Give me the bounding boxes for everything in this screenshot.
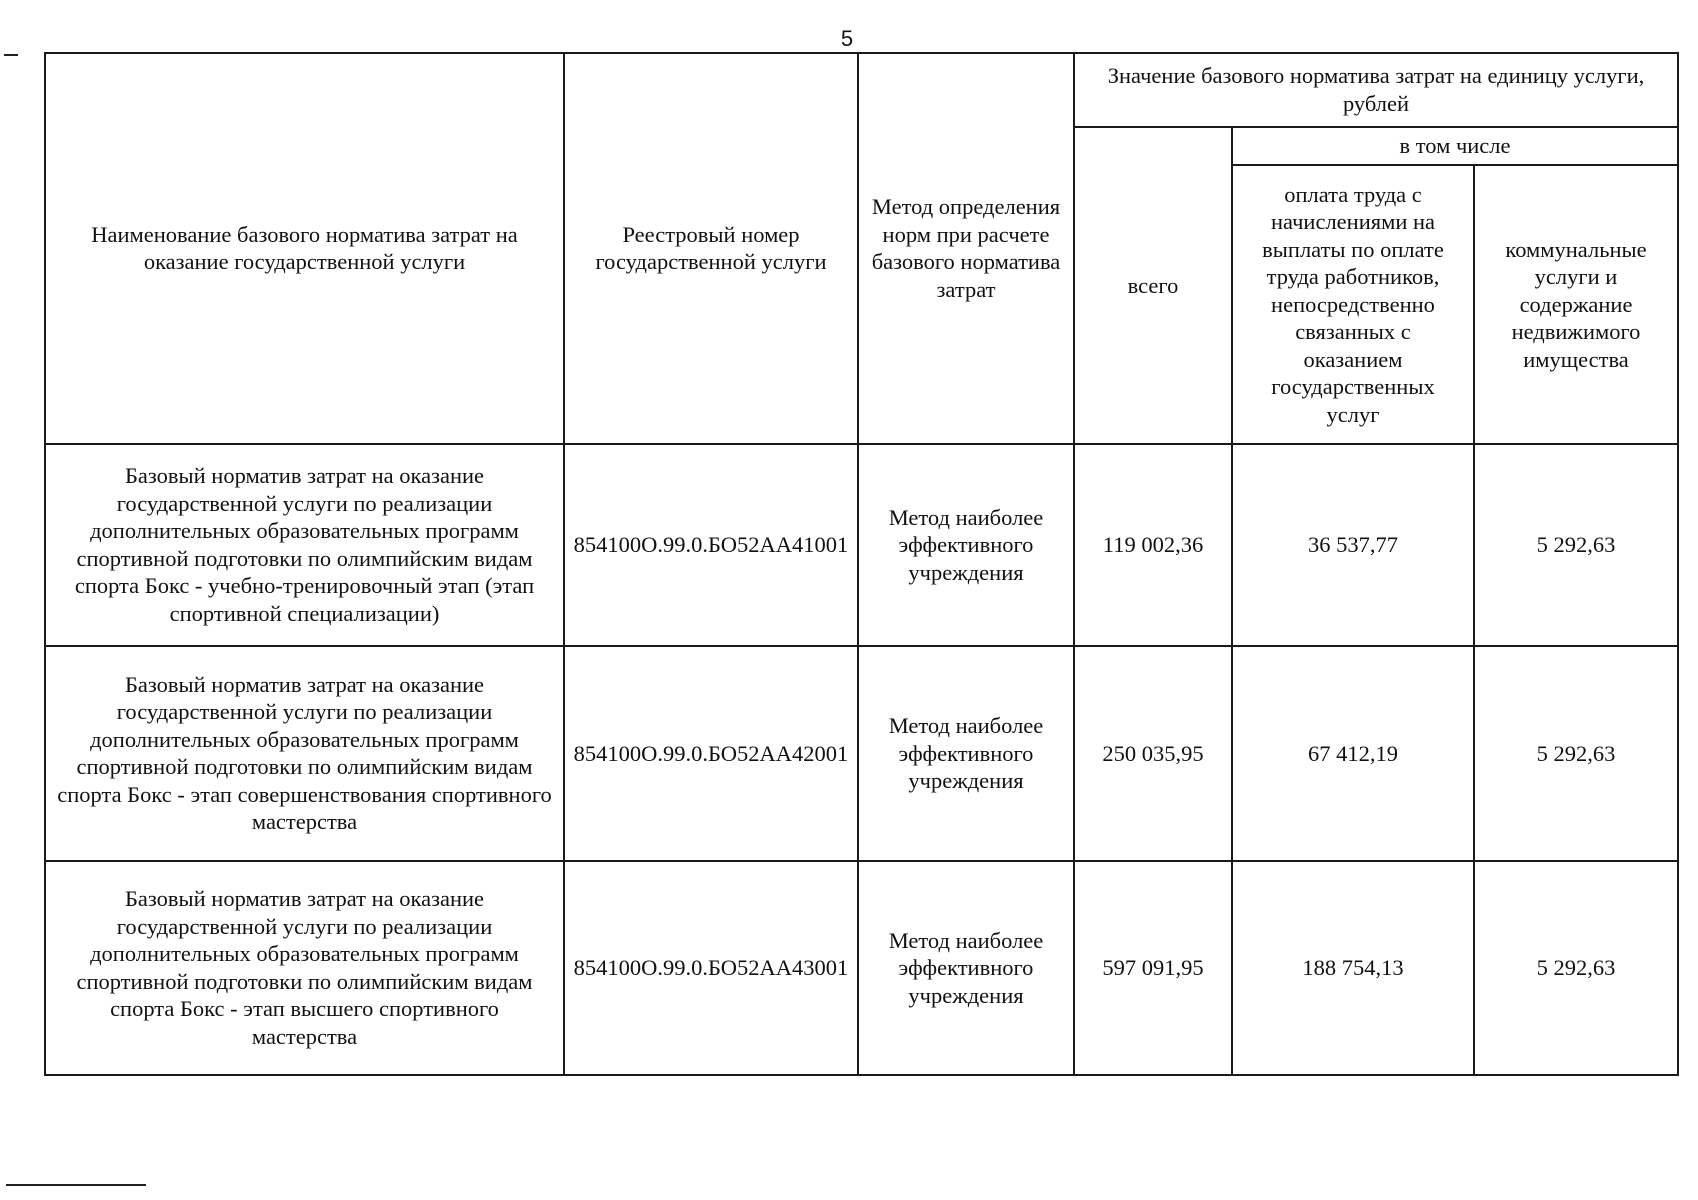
row-labor: 36 537,77	[1232, 444, 1474, 646]
header-name: Наименование базового норматива затрат на оказание государственной услуги	[45, 53, 564, 444]
cost-standards-table	[44, 52, 1679, 1076]
footnote-rule	[6, 1184, 146, 1186]
page-number: 5	[840, 26, 854, 51]
row-total: 119 002,36	[1074, 444, 1232, 646]
row-method: Метод наиболее эффективного учреждения	[858, 861, 1074, 1075]
row-utilities: 5 292,63	[1474, 646, 1678, 860]
header-method: Метод определения норм при расчете базового норматива затрат	[858, 53, 1074, 444]
table-row	[45, 646, 1678, 860]
row-name: Базовый норматив затрат на оказание государственной услуги по реализации дополнительных образовательных программ спортивной подготовки по олимпийским видам спорта Бокс - учебно-тренировочный этап (этап спортивной специализации)	[45, 444, 564, 646]
header-labor: оплата труда с начислениями на выплаты по оплате труда работников, непосредственно связанных с оказанием государственных услуг	[1232, 165, 1474, 444]
header-registry-number: Реестровый номер государственной услуги	[564, 53, 858, 444]
row-labor: 67 412,19	[1232, 646, 1474, 860]
margin-mark	[4, 54, 18, 56]
row-registry-number: 854100О.99.0.БО52АА43001	[564, 861, 858, 1075]
row-utilities: 5 292,63	[1474, 861, 1678, 1075]
row-method: Метод наиболее эффективного учреждения	[858, 444, 1074, 646]
header-utilities: коммунальные услуги и содержание недвижимого имущества	[1474, 165, 1678, 444]
row-total: 597 091,95	[1074, 861, 1232, 1075]
row-total: 250 035,95	[1074, 646, 1232, 860]
row-method: Метод наиболее эффективного учреждения	[858, 646, 1074, 860]
row-name: Базовый норматив затрат на оказание государственной услуги по реализации дополнительных образовательных программ спортивной подготовки по олимпийским видам спорта Бокс - этап высшего спортивного мастерства	[45, 861, 564, 1075]
header-row-1	[45, 53, 1678, 127]
header-total: всего	[1074, 127, 1232, 444]
row-labor: 188 754,13	[1232, 861, 1474, 1075]
row-utilities: 5 292,63	[1474, 444, 1678, 646]
row-registry-number: 854100О.99.0.БО52АА41001	[564, 444, 858, 646]
header-including: в том числе	[1232, 127, 1678, 165]
table-row	[45, 444, 1678, 646]
header-value-group: Значение базового норматива затрат на единицу услуги, рублей	[1074, 53, 1678, 127]
table-row	[45, 861, 1678, 1075]
row-registry-number: 854100О.99.0.БО52АА42001	[564, 646, 858, 860]
row-name: Базовый норматив затрат на оказание государственной услуги по реализации дополнительных образовательных программ спортивной подготовки по олимпийским видам спорта Бокс - этап совершенствования спортивного мастерства	[45, 646, 564, 860]
